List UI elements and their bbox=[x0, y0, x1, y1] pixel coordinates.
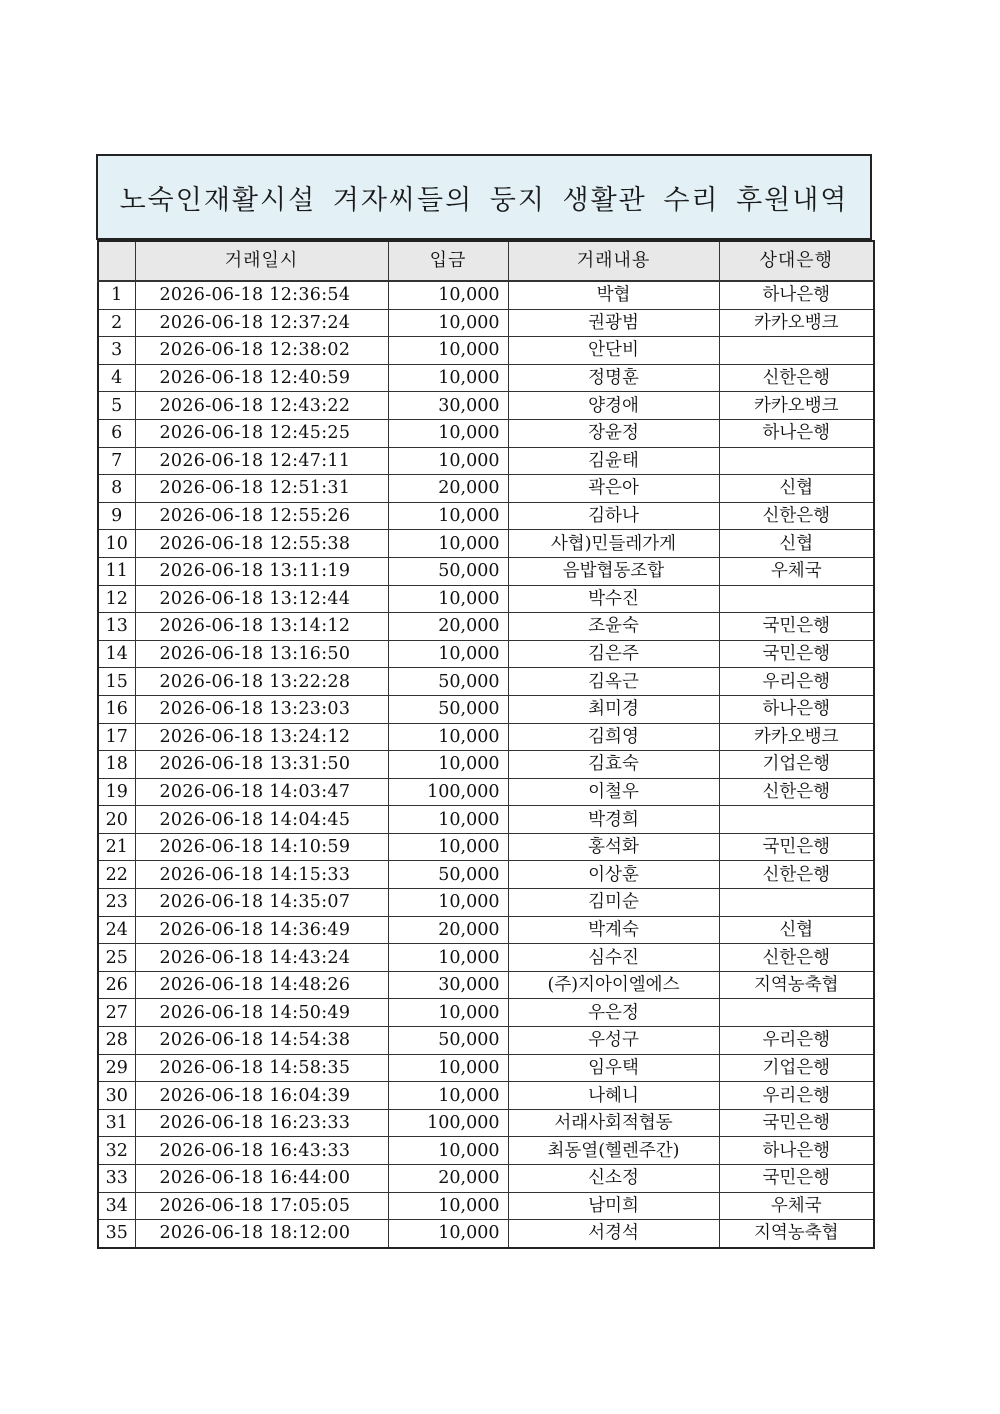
row-amount: 30,000 bbox=[388, 392, 508, 420]
row-datetime: 2026-06-18 12:38:02 bbox=[135, 337, 388, 365]
row-amount: 50,000 bbox=[388, 1027, 508, 1055]
row-bank: 하나은행 bbox=[719, 281, 874, 309]
row-datetime: 2026-06-18 13:23:03 bbox=[135, 695, 388, 723]
row-description: 김하나 bbox=[508, 502, 719, 530]
row-description: 박협 bbox=[508, 281, 719, 309]
row-datetime: 2026-06-18 12:55:38 bbox=[135, 530, 388, 558]
table-row bbox=[98, 944, 874, 972]
table-row bbox=[98, 530, 874, 558]
row-bank bbox=[719, 447, 874, 475]
row-description: 임우택 bbox=[508, 1054, 719, 1082]
row-bank: 신한은행 bbox=[719, 502, 874, 530]
table-row bbox=[98, 475, 874, 503]
row-description: 박경희 bbox=[508, 806, 719, 834]
row-amount: 10,000 bbox=[388, 502, 508, 530]
row-number: 1 bbox=[98, 281, 135, 309]
row-amount: 10,000 bbox=[388, 1192, 508, 1220]
row-bank: 카카오뱅크 bbox=[719, 392, 874, 420]
row-datetime: 2026-06-18 14:04:45 bbox=[135, 806, 388, 834]
table-row bbox=[98, 1082, 874, 1110]
table-row bbox=[98, 392, 874, 420]
row-number: 30 bbox=[98, 1082, 135, 1110]
row-datetime: 2026-06-18 14:43:24 bbox=[135, 944, 388, 972]
table-body bbox=[98, 281, 874, 1248]
row-datetime: 2026-06-18 14:54:38 bbox=[135, 1027, 388, 1055]
row-description: 우성구 bbox=[508, 1027, 719, 1055]
row-description: 조윤숙 bbox=[508, 613, 719, 641]
row-bank bbox=[719, 999, 874, 1027]
row-number: 7 bbox=[98, 447, 135, 475]
row-number: 8 bbox=[98, 475, 135, 503]
row-number: 12 bbox=[98, 585, 135, 613]
row-datetime: 2026-06-18 14:48:26 bbox=[135, 971, 388, 999]
row-amount: 10,000 bbox=[388, 1137, 508, 1165]
row-bank: 신협 bbox=[719, 530, 874, 558]
table-row bbox=[98, 419, 874, 447]
header-no bbox=[98, 241, 135, 281]
row-bank: 신협 bbox=[719, 916, 874, 944]
table-row bbox=[98, 806, 874, 834]
table-row bbox=[98, 1220, 874, 1248]
row-datetime: 2026-06-18 17:05:05 bbox=[135, 1192, 388, 1220]
row-number: 4 bbox=[98, 364, 135, 392]
table-row bbox=[98, 1054, 874, 1082]
table-row bbox=[98, 695, 874, 723]
row-amount: 50,000 bbox=[388, 861, 508, 889]
row-description: 박계숙 bbox=[508, 916, 719, 944]
row-description: 음밥협동조합 bbox=[508, 557, 719, 585]
row-number: 11 bbox=[98, 557, 135, 585]
row-description: 나혜니 bbox=[508, 1082, 719, 1110]
row-datetime: 2026-06-18 12:45:25 bbox=[135, 419, 388, 447]
table-row bbox=[98, 613, 874, 641]
row-bank: 국민은행 bbox=[719, 1109, 874, 1137]
table-row bbox=[98, 668, 874, 696]
row-description: (주)지아이엘에스 bbox=[508, 971, 719, 999]
row-number: 14 bbox=[98, 640, 135, 668]
row-number: 25 bbox=[98, 944, 135, 972]
row-number: 26 bbox=[98, 971, 135, 999]
row-bank: 국민은행 bbox=[719, 1165, 874, 1193]
row-description: 우은정 bbox=[508, 999, 719, 1027]
table-row bbox=[98, 281, 874, 309]
row-description: 신소정 bbox=[508, 1165, 719, 1193]
table-row bbox=[98, 1027, 874, 1055]
table-row bbox=[98, 309, 874, 337]
row-description: 최미경 bbox=[508, 695, 719, 723]
row-description: 정명훈 bbox=[508, 364, 719, 392]
row-bank: 우체국 bbox=[719, 557, 874, 585]
row-bank: 하나은행 bbox=[719, 1137, 874, 1165]
row-amount: 10,000 bbox=[388, 281, 508, 309]
row-number: 29 bbox=[98, 1054, 135, 1082]
row-number: 18 bbox=[98, 751, 135, 779]
table-row bbox=[98, 557, 874, 585]
row-description: 곽은아 bbox=[508, 475, 719, 503]
row-datetime: 2026-06-18 13:11:19 bbox=[135, 557, 388, 585]
row-number: 31 bbox=[98, 1109, 135, 1137]
row-amount: 10,000 bbox=[388, 999, 508, 1027]
row-bank: 하나은행 bbox=[719, 419, 874, 447]
row-number: 34 bbox=[98, 1192, 135, 1220]
row-datetime: 2026-06-18 14:03:47 bbox=[135, 778, 388, 806]
row-datetime: 2026-06-18 16:44:00 bbox=[135, 1165, 388, 1193]
row-bank bbox=[719, 806, 874, 834]
table-row bbox=[98, 751, 874, 779]
row-amount: 20,000 bbox=[388, 613, 508, 641]
row-number: 10 bbox=[98, 530, 135, 558]
row-datetime: 2026-06-18 14:10:59 bbox=[135, 833, 388, 861]
row-description: 양경애 bbox=[508, 392, 719, 420]
row-bank: 신한은행 bbox=[719, 778, 874, 806]
row-amount: 10,000 bbox=[388, 585, 508, 613]
table-row bbox=[98, 640, 874, 668]
row-bank: 지역농축협 bbox=[719, 1220, 874, 1248]
row-bank bbox=[719, 889, 874, 917]
row-number: 24 bbox=[98, 916, 135, 944]
table-row bbox=[98, 447, 874, 475]
row-datetime: 2026-06-18 12:47:11 bbox=[135, 447, 388, 475]
row-bank: 우체국 bbox=[719, 1192, 874, 1220]
table-row bbox=[98, 723, 874, 751]
row-description: 김미순 bbox=[508, 889, 719, 917]
row-description: 홍석화 bbox=[508, 833, 719, 861]
row-amount: 10,000 bbox=[388, 1082, 508, 1110]
row-description: 김희영 bbox=[508, 723, 719, 751]
row-number: 33 bbox=[98, 1165, 135, 1193]
row-description: 서래사회적협동 bbox=[508, 1109, 719, 1137]
row-bank: 국민은행 bbox=[719, 613, 874, 641]
row-datetime: 2026-06-18 18:12:00 bbox=[135, 1220, 388, 1248]
row-amount: 10,000 bbox=[388, 447, 508, 475]
row-number: 35 bbox=[98, 1220, 135, 1248]
row-datetime: 2026-06-18 12:40:59 bbox=[135, 364, 388, 392]
table-row bbox=[98, 1165, 874, 1193]
row-bank: 우리은행 bbox=[719, 668, 874, 696]
row-amount: 20,000 bbox=[388, 1165, 508, 1193]
table-row bbox=[98, 364, 874, 392]
row-bank bbox=[719, 585, 874, 613]
row-amount: 50,000 bbox=[388, 695, 508, 723]
row-amount: 10,000 bbox=[388, 530, 508, 558]
row-number: 16 bbox=[98, 695, 135, 723]
row-amount: 100,000 bbox=[388, 1109, 508, 1137]
table-row bbox=[98, 999, 874, 1027]
row-amount: 100,000 bbox=[388, 778, 508, 806]
row-datetime: 2026-06-18 14:58:35 bbox=[135, 1054, 388, 1082]
row-amount: 30,000 bbox=[388, 971, 508, 999]
row-datetime: 2026-06-18 12:37:24 bbox=[135, 309, 388, 337]
row-number: 28 bbox=[98, 1027, 135, 1055]
row-description: 이상훈 bbox=[508, 861, 719, 889]
table-row bbox=[98, 889, 874, 917]
row-amount: 10,000 bbox=[388, 751, 508, 779]
table-row bbox=[98, 971, 874, 999]
row-amount: 50,000 bbox=[388, 557, 508, 585]
row-bank: 카카오뱅크 bbox=[719, 723, 874, 751]
row-bank: 우리은행 bbox=[719, 1082, 874, 1110]
header-amount: 입금 bbox=[388, 241, 508, 281]
row-number: 13 bbox=[98, 613, 135, 641]
row-number: 20 bbox=[98, 806, 135, 834]
header-bank: 상대은행 bbox=[719, 241, 874, 281]
row-description: 안단비 bbox=[508, 337, 719, 365]
row-datetime: 2026-06-18 16:04:39 bbox=[135, 1082, 388, 1110]
table-row bbox=[98, 833, 874, 861]
row-datetime: 2026-06-18 13:14:12 bbox=[135, 613, 388, 641]
row-description: 서경석 bbox=[508, 1220, 719, 1248]
header-description: 거래내용 bbox=[508, 241, 719, 281]
row-number: 15 bbox=[98, 668, 135, 696]
row-amount: 20,000 bbox=[388, 916, 508, 944]
row-datetime: 2026-06-18 16:23:33 bbox=[135, 1109, 388, 1137]
table-row bbox=[98, 1192, 874, 1220]
row-description: 사협)민들레가게 bbox=[508, 530, 719, 558]
row-amount: 50,000 bbox=[388, 668, 508, 696]
row-datetime: 2026-06-18 14:50:49 bbox=[135, 999, 388, 1027]
row-amount: 10,000 bbox=[388, 889, 508, 917]
row-amount: 10,000 bbox=[388, 944, 508, 972]
row-number: 17 bbox=[98, 723, 135, 751]
row-bank: 신한은행 bbox=[719, 944, 874, 972]
donation-sheet bbox=[96, 154, 872, 1249]
page-title: 노숙인재활시설 겨자씨들의 둥지 생활관 수리 후원내역 bbox=[119, 184, 849, 216]
table-row bbox=[98, 861, 874, 889]
row-bank: 국민은행 bbox=[719, 833, 874, 861]
row-number: 9 bbox=[98, 502, 135, 530]
row-datetime: 2026-06-18 14:15:33 bbox=[135, 861, 388, 889]
row-number: 21 bbox=[98, 833, 135, 861]
row-amount: 20,000 bbox=[388, 475, 508, 503]
table-header bbox=[98, 241, 874, 281]
table-row bbox=[98, 502, 874, 530]
row-datetime: 2026-06-18 13:24:12 bbox=[135, 723, 388, 751]
table-row bbox=[98, 1109, 874, 1137]
row-number: 19 bbox=[98, 778, 135, 806]
row-datetime: 2026-06-18 14:36:49 bbox=[135, 916, 388, 944]
row-amount: 10,000 bbox=[388, 723, 508, 751]
row-amount: 10,000 bbox=[388, 640, 508, 668]
row-datetime: 2026-06-18 12:36:54 bbox=[135, 281, 388, 309]
row-bank: 신한은행 bbox=[719, 861, 874, 889]
row-datetime: 2026-06-18 13:12:44 bbox=[135, 585, 388, 613]
row-bank: 국민은행 bbox=[719, 640, 874, 668]
row-bank: 카카오뱅크 bbox=[719, 309, 874, 337]
row-number: 6 bbox=[98, 419, 135, 447]
row-bank: 신한은행 bbox=[719, 364, 874, 392]
row-description: 김옥근 bbox=[508, 668, 719, 696]
row-description: 장윤정 bbox=[508, 419, 719, 447]
row-bank: 기업은행 bbox=[719, 751, 874, 779]
header-row bbox=[98, 241, 874, 281]
row-bank: 지역농축협 bbox=[719, 971, 874, 999]
row-description: 김윤태 bbox=[508, 447, 719, 475]
row-description: 이철우 bbox=[508, 778, 719, 806]
row-description: 권광범 bbox=[508, 309, 719, 337]
row-datetime: 2026-06-18 12:55:26 bbox=[135, 502, 388, 530]
row-amount: 10,000 bbox=[388, 419, 508, 447]
row-description: 박수진 bbox=[508, 585, 719, 613]
row-bank: 신협 bbox=[719, 475, 874, 503]
table-row bbox=[98, 585, 874, 613]
table-row bbox=[98, 337, 874, 365]
row-amount: 10,000 bbox=[388, 337, 508, 365]
row-number: 2 bbox=[98, 309, 135, 337]
row-number: 22 bbox=[98, 861, 135, 889]
title-box bbox=[96, 154, 872, 240]
row-bank: 하나은행 bbox=[719, 695, 874, 723]
row-datetime: 2026-06-18 14:35:07 bbox=[135, 889, 388, 917]
row-number: 23 bbox=[98, 889, 135, 917]
row-amount: 10,000 bbox=[388, 1054, 508, 1082]
row-description: 심수진 bbox=[508, 944, 719, 972]
table-row bbox=[98, 916, 874, 944]
header-datetime: 거래일시 bbox=[135, 241, 388, 281]
row-datetime: 2026-06-18 13:16:50 bbox=[135, 640, 388, 668]
row-datetime: 2026-06-18 13:22:28 bbox=[135, 668, 388, 696]
row-description: 김은주 bbox=[508, 640, 719, 668]
row-datetime: 2026-06-18 12:51:31 bbox=[135, 475, 388, 503]
row-bank: 기업은행 bbox=[719, 1054, 874, 1082]
row-datetime: 2026-06-18 12:43:22 bbox=[135, 392, 388, 420]
row-number: 3 bbox=[98, 337, 135, 365]
table-row bbox=[98, 1137, 874, 1165]
row-description: 남미희 bbox=[508, 1192, 719, 1220]
table-row bbox=[98, 778, 874, 806]
row-datetime: 2026-06-18 13:31:50 bbox=[135, 751, 388, 779]
row-number: 5 bbox=[98, 392, 135, 420]
donation-table bbox=[97, 240, 875, 1249]
row-amount: 10,000 bbox=[388, 364, 508, 392]
row-datetime: 2026-06-18 16:43:33 bbox=[135, 1137, 388, 1165]
row-bank: 우리은행 bbox=[719, 1027, 874, 1055]
row-number: 27 bbox=[98, 999, 135, 1027]
row-bank bbox=[719, 337, 874, 365]
row-amount: 10,000 bbox=[388, 1220, 508, 1248]
row-number: 32 bbox=[98, 1137, 135, 1165]
row-amount: 10,000 bbox=[388, 309, 508, 337]
row-amount: 10,000 bbox=[388, 806, 508, 834]
row-description: 김효숙 bbox=[508, 751, 719, 779]
row-amount: 10,000 bbox=[388, 833, 508, 861]
row-description: 최동열(헬렌주간) bbox=[508, 1137, 719, 1165]
